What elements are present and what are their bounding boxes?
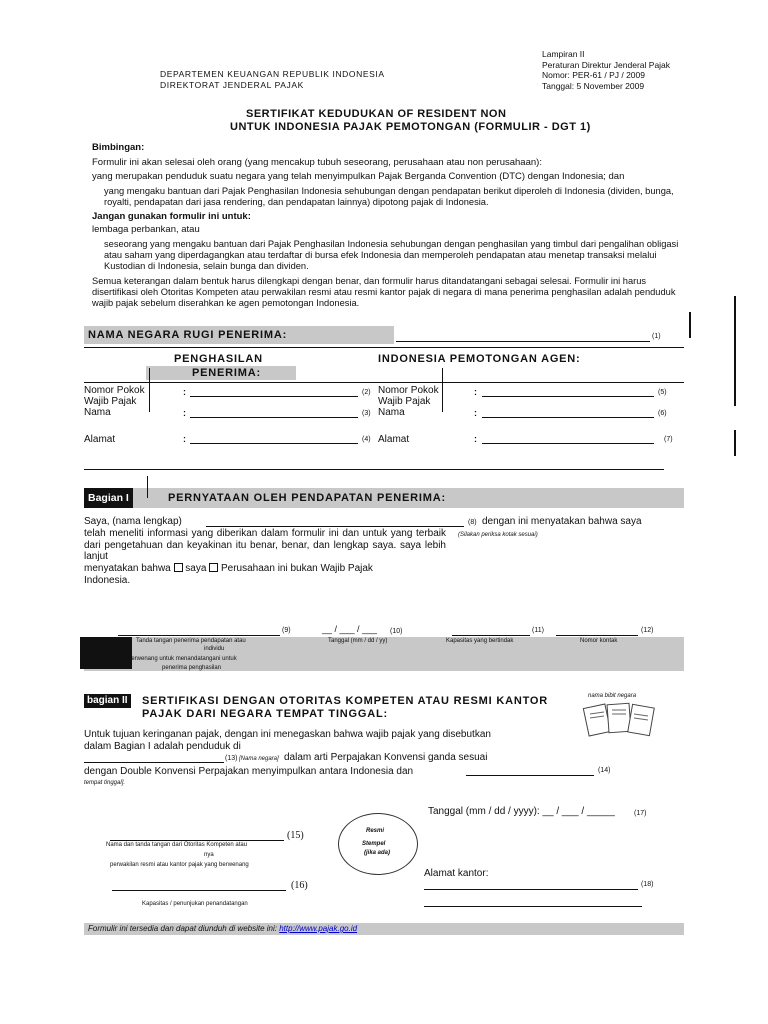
colon: :: [474, 387, 477, 397]
part2-title-2: PAJAK DARI NEGARA TEMPAT TINGGAL:: [142, 708, 388, 720]
statement-suffix: Indonesia.: [84, 575, 131, 586]
option-saya-label: saya: [185, 563, 207, 574]
field-number: (8): [468, 519, 477, 526]
part2-p2: dalam Bagian I adalah penduduk di: [84, 741, 241, 752]
column-mark: [442, 368, 443, 412]
country-bottom-rule: [84, 347, 684, 348]
date-caption: Tanggal (mm / dd / yy): [328, 638, 388, 644]
agent-name-input[interactable]: [482, 417, 654, 418]
part1-title: PERNYATAAN OLEH PENDAPATAN PENERIMA:: [168, 492, 446, 504]
field-number: (13): [225, 755, 238, 762]
contact-caption: Nomor kontak: [580, 638, 618, 644]
field-number: (4): [362, 436, 371, 443]
recipient-heading-1: PENGHASILAN: [174, 353, 263, 365]
treaty-country-input[interactable]: [466, 775, 594, 776]
lampiran-line4: Tanggal: 5 November 2009: [542, 81, 645, 91]
parties-bottom-rule: [84, 469, 664, 470]
check-hint: (Silakan periksa kotak sesuai): [458, 532, 538, 538]
margin-mark: [734, 430, 736, 456]
lampiran-line1: Lampiran II: [542, 49, 585, 59]
column-mark: [149, 368, 150, 412]
recipient-npwp-label: Nomor Pokok: [84, 385, 145, 396]
form-title-line2: UNTUK INDONESIA PAJAK PEMOTONGAN (FORMULIR - DGT 1): [230, 121, 591, 133]
declare-text: dengan ini menyatakan bahwa saya: [482, 516, 642, 527]
capacity-caption: Kapasitas yang bertindak: [446, 638, 514, 644]
part2-p1: Untuk tujuan keringanan pajak, dengan ini menegaskan bahwa wajib pajak yang disebutkan: [84, 729, 491, 740]
residence-country-input[interactable]: [84, 762, 224, 763]
field-number: (6): [658, 410, 667, 417]
colon: :: [183, 434, 186, 444]
office-address-input-1[interactable]: [424, 889, 638, 890]
recipient-npwp-input[interactable]: [190, 396, 358, 397]
stamp-label-3: (jika ada): [364, 850, 391, 856]
field-number: (7): [664, 436, 673, 443]
field-number: (12): [641, 627, 654, 634]
field-number: (16): [291, 880, 308, 891]
part2-tag: bagian II: [84, 694, 131, 708]
guidance-p1: Formulir ini akan selesai oleh orang (yang mencakup tubuh seseorang, perusahaan atau non perusahaan):: [92, 157, 542, 168]
field-number: (3): [362, 410, 371, 417]
field-number: (2): [362, 389, 371, 396]
part2-title-1: SERTIFIKASI DENGAN OTORITAS KOMPETEN ATAU RESMI KANTOR: [142, 695, 549, 707]
dont-use-heading: Jangan gunakan formulir ini untuk:: [92, 211, 251, 222]
lampiran-line2: Peraturan Direktur Jenderal Pajak: [542, 60, 671, 70]
guidance-p3: yang mengaku bantuan dari Pajak Penghasilan Indonesia sehubungan dengan pendapatan berikut diperoleh di Indonesia (dividen, bunga, royalti, pendapatan dari jasa rendering, dan pendapatan lainnya) dipotong pajak di Indonesia.: [104, 186, 674, 207]
signature-black-block: [80, 637, 132, 669]
field-number: (15): [287, 830, 304, 841]
field-number: (10): [390, 628, 403, 635]
contact-input[interactable]: [556, 635, 638, 636]
agent-npwp-label: Nomor Pokok: [378, 385, 439, 396]
footer-text: [88, 924, 357, 933]
option-company-label: Perusahaan ini bukan Wajib Pajak: [220, 563, 373, 574]
part1-tag: Bagian I: [84, 488, 133, 508]
residence-hint: tempat tinggal].: [84, 780, 126, 786]
signature-caption-2: individu: [204, 646, 225, 652]
dont-use-item2: seseorang yang mengaku bantuan dari Pajak Penghasilan Indonesia sehubungan dengan penghasilan yang timbul dari pengalihan obligasi atau saham yang diperdagangkan atau terdaftar di bursa efek Indonesia dan memperoleh pendapatan atau menetap transaksi melalui Kustodian di Indonesia, selain bunga dan dividen.: [104, 239, 679, 271]
field-number: (11): [532, 627, 544, 634]
guidance-p4: Semua keterangan dalam bentuk harus dilengkapi dengan benar, dan formulir harus ditandatangani sebagai selesai. Formulir ini harus disertifikasi oleh Otoritas Kompeten atau perwakilan resmi atau resmi kantor pajak di negara di mana penerima penghasilan adalah penduduk wajib pajak sebelum diserahkan ke agen pemotongan Indonesia.: [92, 276, 676, 308]
statement-prefix: menyatakan bahwa: [84, 563, 171, 574]
signer-capacity-caption: Kapasitas / penunjukan penandatangan: [142, 901, 248, 907]
recipient-address-label: Alamat: [84, 434, 116, 445]
margin-mark: [689, 312, 691, 338]
authority-caption-3: perwakilan resmi atau kantor pajak yang berwenang: [110, 862, 249, 868]
country-name-hint: [Nama negara]: [239, 756, 279, 762]
agent-npwp-input[interactable]: [482, 396, 654, 397]
signer-capacity-input[interactable]: [112, 890, 286, 891]
part2-p4: dengan Double Konvensi Perpajakan menyimpulkan antara Indonesia dan: [84, 766, 414, 777]
agent-name-label: Nama: [378, 407, 405, 418]
authority-caption-1: Nama dan tanda tangan dari Otoritas Kompeten atau: [106, 842, 248, 848]
statement-line: [84, 563, 373, 574]
field-number: (18): [641, 881, 654, 888]
office-address-label: Alamat kantor:: [424, 868, 489, 879]
part1-body: telah meneliti informasi yang diberikan dalam formulir ini dan untuk yang terbaik dari pengetahuan dan keyakinan itu benar, benar, dan lengkap saya. saya lebih lanjut: [84, 528, 446, 562]
recipient-npwp-label-2: Wajib Pajak: [84, 396, 137, 407]
option-saya-checkbox[interactable]: [174, 563, 183, 572]
field-number: (14): [598, 767, 611, 774]
guidance-p2: yang merupakan penduduk suatu negara yang telah menyimpulkan Pajak Berganda Convention (DTC) dengan Indonesia; dan: [92, 171, 625, 182]
recipient-name-input[interactable]: [190, 417, 358, 418]
flags-icon: [582, 700, 658, 738]
capacity-input[interactable]: [452, 635, 530, 636]
signature-caption-3: berwenang untuk menandatangani untuk: [128, 656, 237, 662]
country-input-line[interactable]: [396, 341, 650, 342]
stamp-label-2: Stempel: [362, 841, 386, 847]
colon: :: [183, 387, 186, 397]
form-title-line1: SERTIFIKAT KEDUDUKAN OF RESIDENT NON: [246, 108, 507, 120]
column-mark: [147, 476, 148, 498]
recipient-heading-2: PENERIMA:: [192, 367, 261, 379]
option-company-checkbox[interactable]: [209, 563, 218, 572]
part2-date-input[interactable]: Tanggal (mm / dd / yyyy): __ / ___ / _____: [428, 806, 615, 817]
signature-caption-1: Tanda tangan penerima pendapatan atau: [136, 638, 246, 644]
agent-address-input[interactable]: [482, 443, 654, 444]
agent-address-label: Alamat: [378, 434, 410, 445]
website-link[interactable]: http://www.pajak.go.id: [279, 924, 358, 933]
dont-use-item1: lembaga perbankan, atau: [92, 224, 200, 235]
agent-heading: INDONESIA PEMOTONGAN AGEN:: [378, 353, 581, 365]
authority-signature-input[interactable]: [110, 840, 284, 841]
margin-mark: [734, 296, 736, 406]
full-name-input[interactable]: [206, 526, 464, 527]
signature-caption-4: penerima penghasilan: [162, 665, 222, 671]
department-name: DEPARTEMEN KEUANGAN REPUBLIK INDONESIA: [160, 69, 385, 79]
part2-p3: dalam arti Perpajakan Konvensi ganda sesuai: [284, 752, 488, 763]
recipient-name-label: Nama: [84, 407, 111, 418]
date-input[interactable]: __ / ___ / ___: [322, 624, 378, 634]
authority-caption-2: nya: [204, 852, 214, 858]
lampiran-line3: Nomor: PER-61 / PJ / 2009: [542, 70, 645, 80]
parties-rule: [84, 382, 684, 383]
office-address-input-2[interactable]: [424, 906, 642, 907]
field-number: (1): [652, 333, 661, 340]
footer-note: Formulir ini tersedia dan dapat diunduh di website ini:: [88, 924, 277, 933]
agent-npwp-label-2: Wajib Pajak: [378, 396, 431, 407]
field-number: (9): [282, 627, 291, 634]
stamp-label-1: Resmi: [366, 828, 385, 834]
field-number: (5): [658, 389, 667, 396]
colon: :: [474, 434, 477, 444]
flag-caption: nama bibit negara: [588, 693, 637, 699]
colon: :: [183, 408, 186, 418]
recipient-address-input[interactable]: [190, 443, 358, 444]
directorate-name: DIREKTORAT JENDERAL PAJAK: [160, 80, 304, 90]
country-label: NAMA NEGARA RUGI PENERIMA:: [88, 329, 288, 341]
colon: :: [474, 408, 477, 418]
guidance-heading: Bimbingan:: [92, 142, 145, 153]
full-name-label: Saya, (nama lengkap): [84, 516, 182, 527]
field-number: (17): [634, 810, 647, 817]
signature-input[interactable]: [118, 635, 280, 636]
